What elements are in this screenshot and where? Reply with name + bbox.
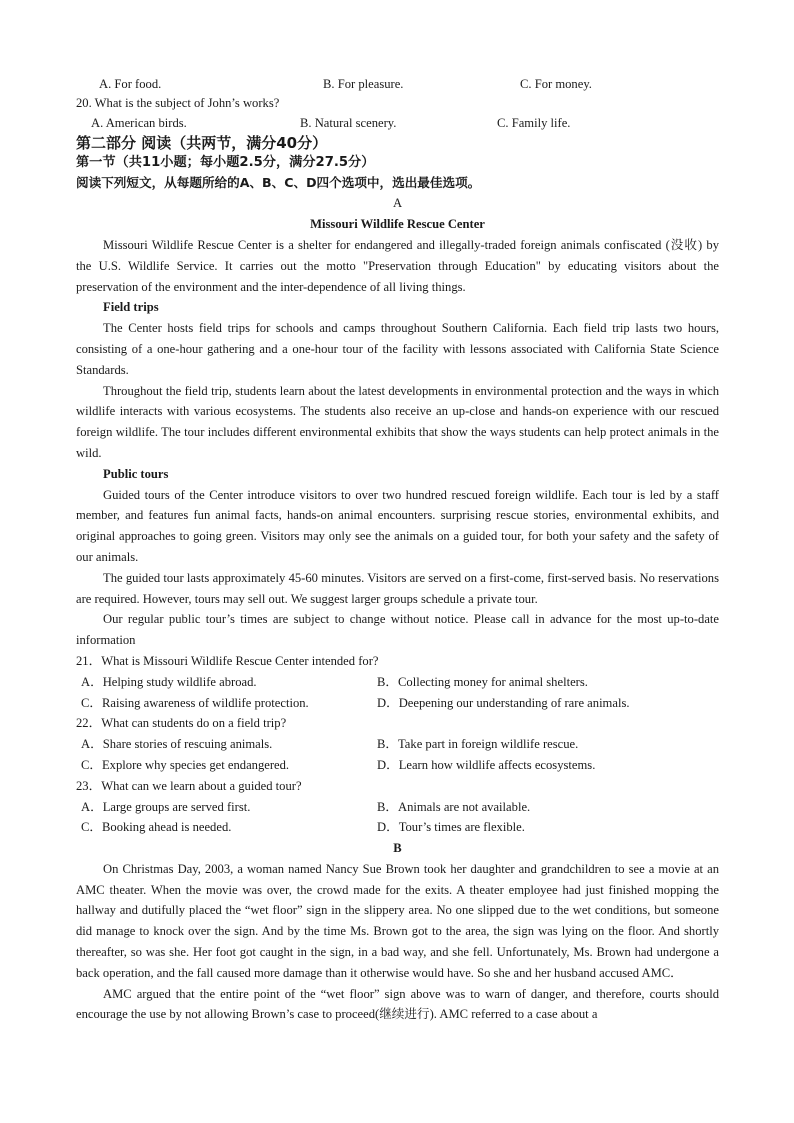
question-22: [76, 713, 719, 775]
option-row: [76, 817, 719, 838]
field-trips-heading: Field trips: [103, 300, 159, 315]
passage-a-title: Missouri Wildlife Rescue Center: [310, 217, 485, 232]
option-a: A．Helping study wildlife abroad.: [81, 674, 257, 689]
option-d: D．Deepening our understanding of rare animals.: [377, 695, 630, 710]
option-row: [76, 734, 719, 755]
q20-option-c: C. Family life.: [497, 115, 571, 130]
passage-b-letter: B: [393, 841, 402, 856]
passage-a-paragraph-4: Guided tours of the Center introduce visitors to over two hundred rescued foreign wildlife. Each tour is led by a staff member, and features fun animal facts, hands-on animal encounters. surprising rescue stories, environmental exhibits, and original approaches to going green. Visitors may only see the animals on a guided tour, for both your safety and the safety of our animals.: [76, 487, 719, 564]
passage-a-paragraph-3: Throughout the field trip, students learn about the latest developments in environmental protection and the ways in which wildlife interacts with various ecosystems. The students also receive an up-close and hands-on experience with our rescued foreign wildlife. The tour includes different environmental exhibits that show the ways students can help protect animals in the wild.: [76, 383, 719, 460]
q20-option-b: B. Natural scenery.: [300, 115, 397, 130]
option-c: C．Explore why species get endangered.: [81, 757, 290, 772]
passage-a-paragraph-6: Our regular public tour’s times are subject to change without notice. Please call in advance for the most up-to-date information: [76, 612, 719, 648]
option-b: B．Take part in foreign wildlife rescue.: [377, 737, 579, 752]
option-c: C．Raising awareness of wildlife protection.: [81, 695, 309, 710]
option-row: [76, 797, 719, 818]
q20-stem: 20. What is the subject of John’s works?: [76, 95, 280, 110]
q19-option-b: B. For pleasure.: [323, 77, 404, 91]
option-b: B．Animals are not available.: [377, 799, 531, 814]
option-d: D．Learn how wildlife affects ecosystems.: [377, 757, 596, 772]
part-heading: 第二部分 阅读（共两节，满分40分）: [76, 134, 328, 153]
option-a: A．Large groups are served first.: [81, 799, 251, 814]
instruction-text: 阅读下列短文，从每题所给的A、B、C、D四个选项中，选出最佳选项。: [76, 175, 481, 191]
exam-page: [76, 74, 719, 1025]
q19-option-a: A. For food.: [99, 77, 162, 91]
question-stem: 21．What is Missouri Wildlife Rescue Center intended for?: [76, 653, 379, 668]
q20-option-a: A. American birds.: [91, 115, 187, 130]
option-row: [76, 672, 719, 693]
question-23: [76, 776, 719, 838]
q20-options: [76, 113, 719, 134]
section-heading: 第一节（共11小题；每小题2.5分，满分27.5分）: [76, 155, 375, 171]
passage-b-paragraph-1: On Christmas Day, 2003, a woman named Nancy Sue Brown took her daughter and grandchildren to see a movie at an AMC theater. When the movie was over, the crowd made for the exits. A theater employee had just finished mopping the hallway and dutifully placed the “wet floor” sign in the slippery area. No one slipped due to the wet conditions, but someone did manage to knock over the sign. And by the time Ms. Brown got to the area, the sign was lying on the floor. And shortly thereafter, so was she. Her foot got caught in the sign, in a bad way, and she fell. Unfortunately, Ms. Brown had undergone a back operation, and the fall caused more damage than it otherwise would have. So she and her husband accused AMC．: [76, 861, 719, 980]
option-c: C．Booking ahead is needed.: [81, 820, 232, 835]
option-b: B．Collecting money for animal shelters.: [377, 674, 588, 689]
question-stem: 23．What can we learn about a guided tour?: [76, 778, 302, 793]
passage-a-paragraph-2: The Center hosts field trips for schools and camps throughout Southern California. Each field trip lasts two hours, consisting of a one-hour gathering and a one-hour tour of the facility with lessons associated with California State Science Standards.: [76, 321, 719, 377]
question-stem: 22．What can students do on a field trip?: [76, 716, 287, 731]
passage-a-letter: A: [392, 196, 403, 211]
option-row: [76, 755, 719, 776]
passage-b-paragraph-2: AMC argued that the entire point of the “wet floor” sign above was to warn of danger, and therefore, courts should encourage the use by not allowing Brown’s case to proceed(继续进行). AMC referred to a case about a: [76, 986, 719, 1022]
public-tours-heading: Public tours: [103, 466, 169, 481]
option-a: A．Share stories of rescuing animals.: [81, 737, 273, 752]
option-row: [76, 693, 719, 714]
q19-options: [76, 74, 719, 95]
passage-a-paragraph-5: The guided tour lasts approximately 45-60 minutes. Visitors are served on a first-come, first-served basis. No reservations are required. However, tours may sell out. We suggest larger groups schedule a private tour.: [76, 570, 719, 606]
option-d: D．Tour’s times are flexible.: [377, 820, 525, 835]
q19-option-c: C. For money.: [520, 77, 592, 91]
passage-a-paragraph-1: Missouri Wildlife Rescue Center is a shelter for endangered and illegally-traded foreign animals confiscated (没收) by the U.S. Wildlife Service. It carries out the motto "Preservation through Education" by educating visitors about the preservation of the environment and the inter-dependence of all living things.: [76, 237, 719, 294]
question-21: [76, 651, 719, 713]
